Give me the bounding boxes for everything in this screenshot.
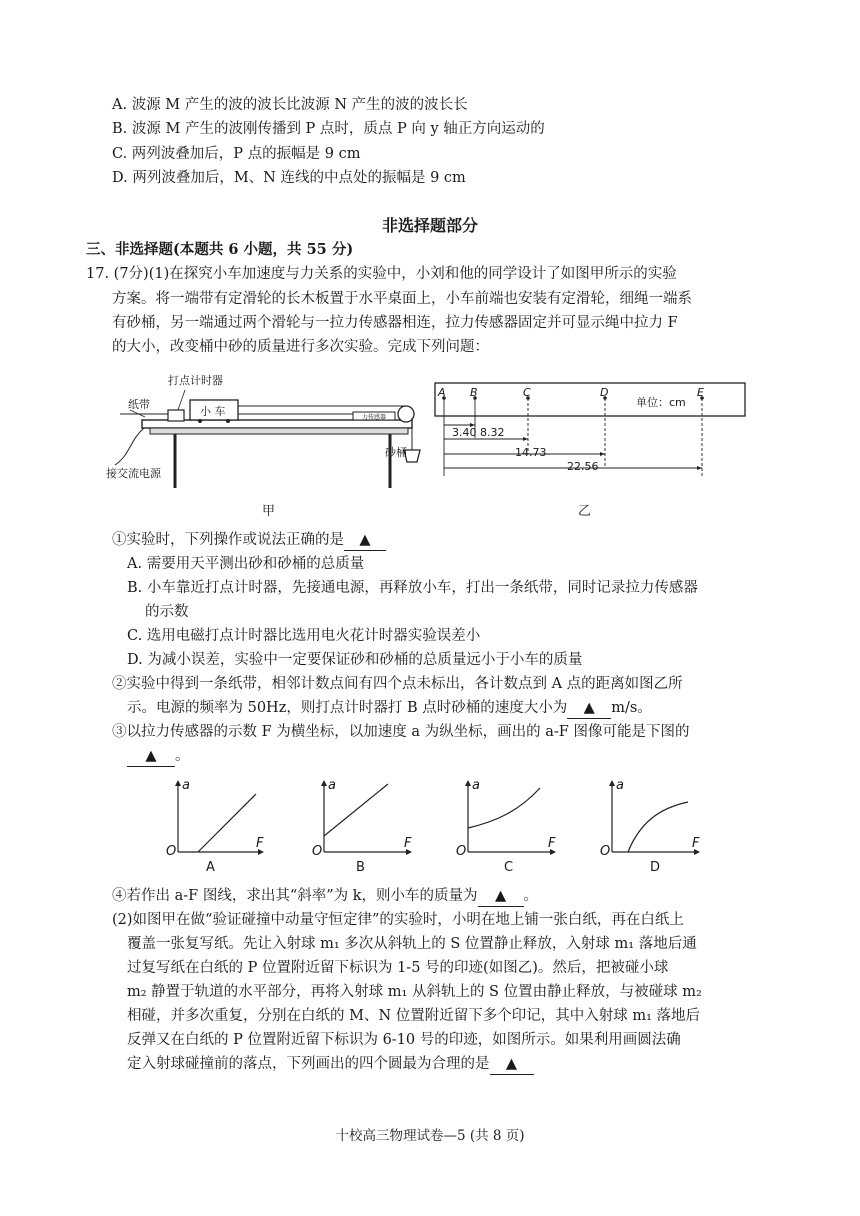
q1-option-d: D. 为减小误差，实验中一定要保证砂和砂桶的总质量远小于小车的质量 — [127, 652, 583, 668]
q4-end: 。 — [523, 888, 539, 904]
q1-answer-blank[interactable]: ▲ — [344, 530, 386, 551]
q2-line-1: ②实验中得到一条纸带，相邻计数点间有四个点未标出，各计数点到 A 点的距离如图乙所 — [112, 676, 683, 692]
figure-yi-caption: 乙 — [578, 504, 592, 519]
q2-unit: m/s。 — [611, 700, 652, 716]
graph-d-origin: O — [600, 844, 611, 859]
distance-ae: 22.56 — [567, 460, 599, 473]
page-footer: 十校高三物理试卷—5 (共 8 页) — [335, 1128, 525, 1144]
part2-line-3: 过复写纸在白纸的 P 位置附近留下标识为 1-5 号的印迹(如图乙)。然后，把被碰小球 — [127, 960, 669, 976]
part2-line-7 — [127, 1054, 534, 1075]
part2-line-5: 相碰，并多次重复，分别在白纸的 M、N 位置附近留下多个印记，其中入射球 m₁ 落地后 — [127, 1008, 701, 1024]
graph-b-y-axis: a — [328, 778, 336, 793]
q3-end: 。 — [175, 748, 190, 764]
q2-answer-blank[interactable]: ▲ — [567, 698, 611, 719]
sensor-label: 力传感器 — [362, 414, 387, 421]
part2-line-1: (2)如图甲在做“验证碰撞中动量守恒定律”的实验时，小明在地上铺一张白纸，再在白纸上 — [112, 912, 684, 928]
graph-b-label: B — [356, 860, 365, 875]
distance-ac: 8.32 — [480, 426, 505, 439]
timer-label: 打点计时器 — [168, 374, 223, 387]
option-a: A. 波源 M 产生的波的波长比波源 N 产生的波的波长长 — [112, 97, 468, 113]
unit-label: 单位：cm — [636, 396, 686, 409]
part2-line-7-text: 定入射球碰撞前的落点，下列画出的四个圆最为合理的是 — [127, 1056, 490, 1072]
tape-label: 纸带 — [128, 398, 150, 411]
option-d: D. 两列波叠加后，M、N 连线的中点处的振幅是 9 cm — [112, 170, 466, 186]
point-e: E — [697, 386, 704, 399]
point-c: C — [523, 386, 531, 399]
graph-c-origin: O — [456, 844, 467, 859]
graph-b-x-axis: F — [404, 836, 412, 851]
q17-intro-line-3: 有砂桶，另一端通过两个滑轮与一拉力传感器相连，拉力传感器固定并可显示绳中拉力 F — [112, 315, 678, 331]
q2-line-2 — [127, 698, 652, 719]
q3-line-2 — [127, 746, 190, 767]
distance-ab: 3.40 — [452, 426, 477, 439]
part2-line-2: 覆盖一张复写纸。先让入射球 m₁ 多次从斜轨上的 S 位置静止释放，入射球 m₁ 落地后通 — [127, 936, 697, 952]
option-b: B. 波源 M 产生的波刚传播到 P 点时，质点 P 向 y 轴正方向运动的 — [112, 121, 545, 137]
graph-a-label: A — [206, 860, 215, 875]
graph-c-y-axis: a — [472, 778, 480, 793]
power-label: 接交流电源 — [106, 467, 161, 480]
graph-d-x-axis: F — [692, 836, 700, 851]
cart-label: 小 车 — [200, 405, 226, 418]
part2-line-6: 反弹又在白纸的 P 位置附近留下标识为 6-10 号的印迹，如图所示。如果利用画圆法确 — [127, 1032, 681, 1048]
graph-b-origin: O — [312, 844, 323, 859]
section-title: 非选择题部分 — [381, 216, 478, 235]
graph-a-y-axis: a — [182, 778, 190, 793]
point-a: A — [438, 386, 446, 399]
point-b: B — [470, 386, 478, 399]
q4-text: ④若作出 a-F 图线，求出其“斜率”为 k，则小车的质量为 — [112, 888, 478, 904]
graph-a-x-axis: F — [256, 836, 264, 851]
q3-line-1: ③以拉力传感器的示数 F 为横坐标，以加速度 a 为纵坐标，画出的 a-F 图像可能是下图的 — [112, 724, 690, 740]
q4-answer-blank[interactable]: ▲ — [478, 886, 524, 907]
q1-option-b-cont: 的示数 — [145, 604, 189, 620]
graph-c-label: C — [504, 860, 514, 875]
graph-a-origin: O — [166, 844, 177, 859]
distance-ad: 14.73 — [515, 446, 547, 459]
part2-answer-blank[interactable]: ▲ — [490, 1054, 534, 1075]
q3-answer-blank[interactable]: ▲ — [127, 746, 175, 767]
q1-stem — [112, 530, 386, 551]
part-heading: 三、非选择题(本题共 6 小题，共 55 分) — [86, 241, 354, 258]
graph-d-label: D — [650, 860, 661, 875]
q17-intro-line-2: 方案。将一端带有定滑轮的长木板置于水平桌面上，小车前端也安装有定滑轮，细绳一端系 — [112, 291, 692, 307]
q1-option-c: C. 选用电磁打点计时器比选用电火花计时器实验误差小 — [127, 628, 481, 644]
graph-d-y-axis: a — [616, 778, 624, 793]
part2-line-4: m₂ 静置于轨道的水平部分，再将入射球 m₁ 从斜轨上的 S 位置由静止释放，与被碰球 m₂ — [127, 984, 702, 1000]
q4-line — [112, 886, 538, 907]
graph-c-x-axis: F — [548, 836, 556, 851]
point-d: D — [600, 386, 609, 399]
bucket-label: 砂桶 — [385, 446, 407, 459]
q17-intro-line-4: 的大小，改变桶中砂的质量进行多次实验。完成下列问题： — [112, 339, 489, 355]
q2-line-2-text: 示。电源的频率为 50Hz，则打点计时器打 B 点时砂桶的速度大小为 — [127, 700, 568, 716]
q17-intro-line-1: 17. (7分)(1)在探究小车加速度与力关系的实验中，小刘和他的同学设计了如图甲所示的实验 — [86, 266, 677, 282]
q1-option-b: B. 小车靠近打点计时器，先接通电源，再释放小车，打出一条纸带，同时记录拉力传感器 — [127, 580, 698, 596]
figure-jia-caption: 甲 — [262, 504, 276, 519]
q1-option-a: A. 需要用天平测出砂和砂桶的总质量 — [127, 556, 365, 572]
option-c: C. 两列波叠加后，P 点的振幅是 9 cm — [112, 146, 361, 162]
q1-stem-text: ①实验时，下列操作或说法正确的是 — [112, 532, 344, 548]
